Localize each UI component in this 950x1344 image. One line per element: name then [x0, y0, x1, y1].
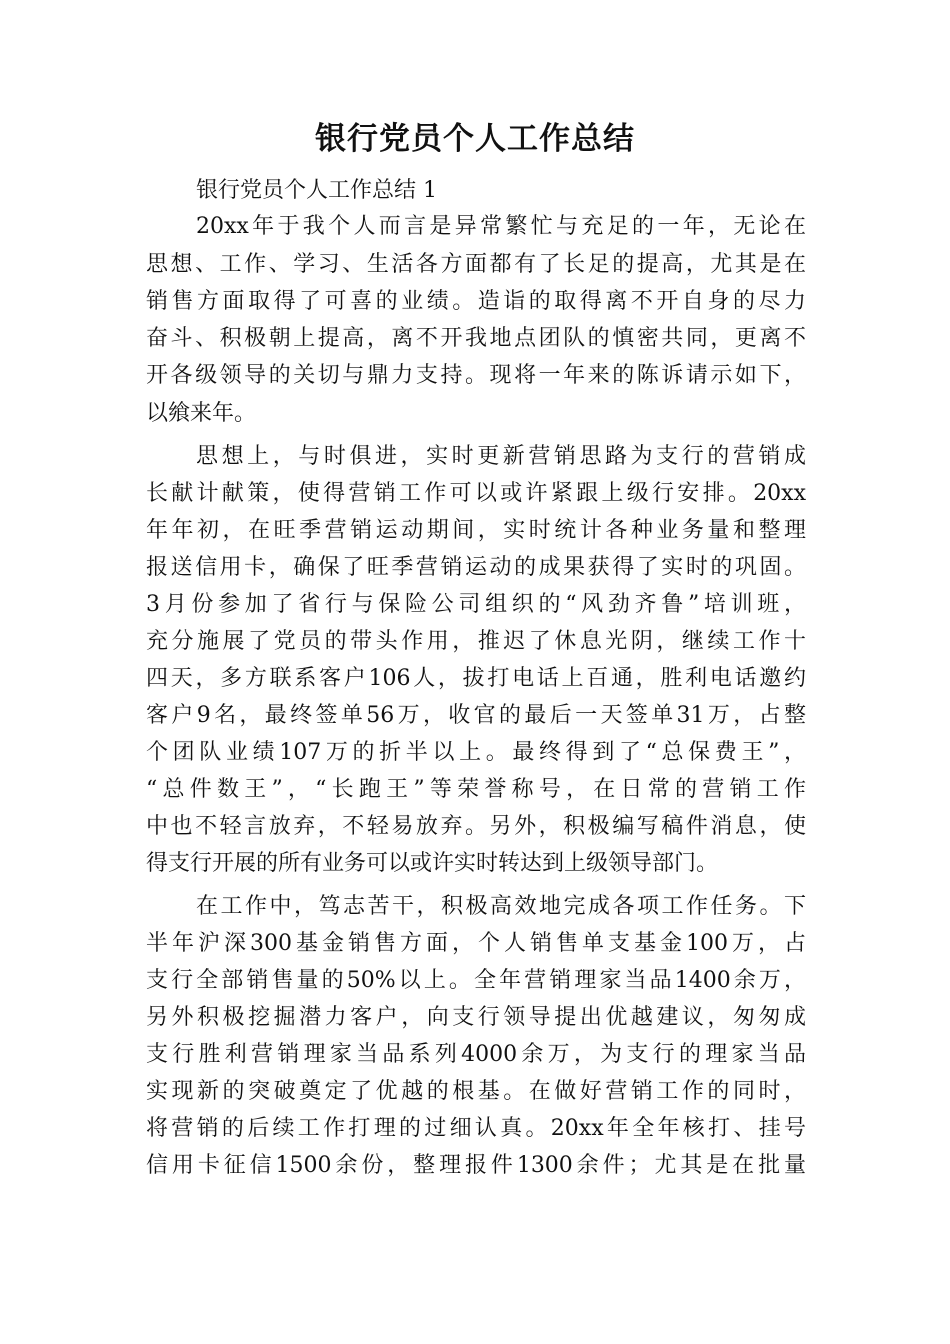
text-line: 充分施展了党员的带头作用，推迟了休息光阴，继续工作十: [146, 629, 806, 654]
section-heading: 银行党员个人工作总结 1: [196, 178, 437, 203]
document-title: 银行党员个人工作总结: [315, 121, 635, 157]
text-line: 思想上，与时俱进，实时更新营销思路为支行的营销成: [196, 444, 806, 469]
text-line: 20xx年于我个人而言是异常繁忙与充足的一年，无论在: [196, 214, 806, 239]
text-line: 年年初，在旺季营销运动期间，实时统计各种业务量和整理: [146, 518, 806, 543]
text-line: 在工作中，笃志苦干，积极高效地完成各项工作任务。下: [196, 894, 806, 919]
text-line: 长献计献策，使得营销工作可以或许紧跟上级行安排。20xx: [146, 481, 806, 506]
text-line: 信用卡征信1500余份，整理报件1300余件；尤其是在批量: [146, 1153, 806, 1178]
text-line: 得支行开展的所有业务可以或许实时转达到上级领导部门。: [146, 851, 719, 876]
text-line: 客户9名，最终签单56万，收官的最后一天签单31万，占整: [146, 703, 806, 728]
text-line: 支行全部销售量的50%以上。全年营销理家当品1400余万，: [146, 968, 806, 993]
text-line: 3月份参加了省行与保险公司组织的“风劲齐鲁”培训班，: [146, 592, 806, 617]
text-line: 报送信用卡，确保了旺季营销运动的成果获得了实时的巩固。: [146, 555, 806, 580]
text-line: 中也不轻言放弃，不轻易放弃。另外，积极编写稿件消息，使: [146, 814, 806, 839]
text-line: 以飨来年。: [146, 401, 257, 426]
text-line: 个团队业绩107万的折半以上。最终得到了“总保费王”，: [146, 740, 806, 765]
text-line: 销售方面取得了可喜的业绩。造诣的取得离不开自身的尽力: [146, 289, 806, 314]
text-line: 支行胜利营销理家当品系列4000余万，为支行的理家当品: [146, 1042, 806, 1067]
text-line: 另外积极挖掘潜力客户，向支行领导提出优越建议，匆匆成: [146, 1005, 806, 1030]
text-line: 思想、工作、学习、生活各方面都有了长足的提高，尤其是在: [146, 252, 806, 277]
text-line: 实现新的突破奠定了优越的根基。在做好营销工作的同时，: [146, 1079, 806, 1104]
text-line: 将营销的后续工作打理的过细认真。20xx年全年核打、挂号: [146, 1116, 806, 1141]
text-line: 半年沪深300基金销售方面，个人销售单支基金100万，占: [146, 931, 806, 956]
text-line: 奋斗、积极朝上提高，离不开我地点团队的慎密共同，更离不: [146, 326, 806, 351]
text-line: 四天，多方联系客户106人，拔打电话上百通，胜利电话邀约: [146, 666, 806, 691]
text-line: “总件数王”，“长跑王”等荣誉称号，在日常的营销工作: [146, 777, 806, 802]
text-line: 开各级领导的关切与鼎力支持。现将一年来的陈诉请示如下，: [146, 363, 806, 388]
